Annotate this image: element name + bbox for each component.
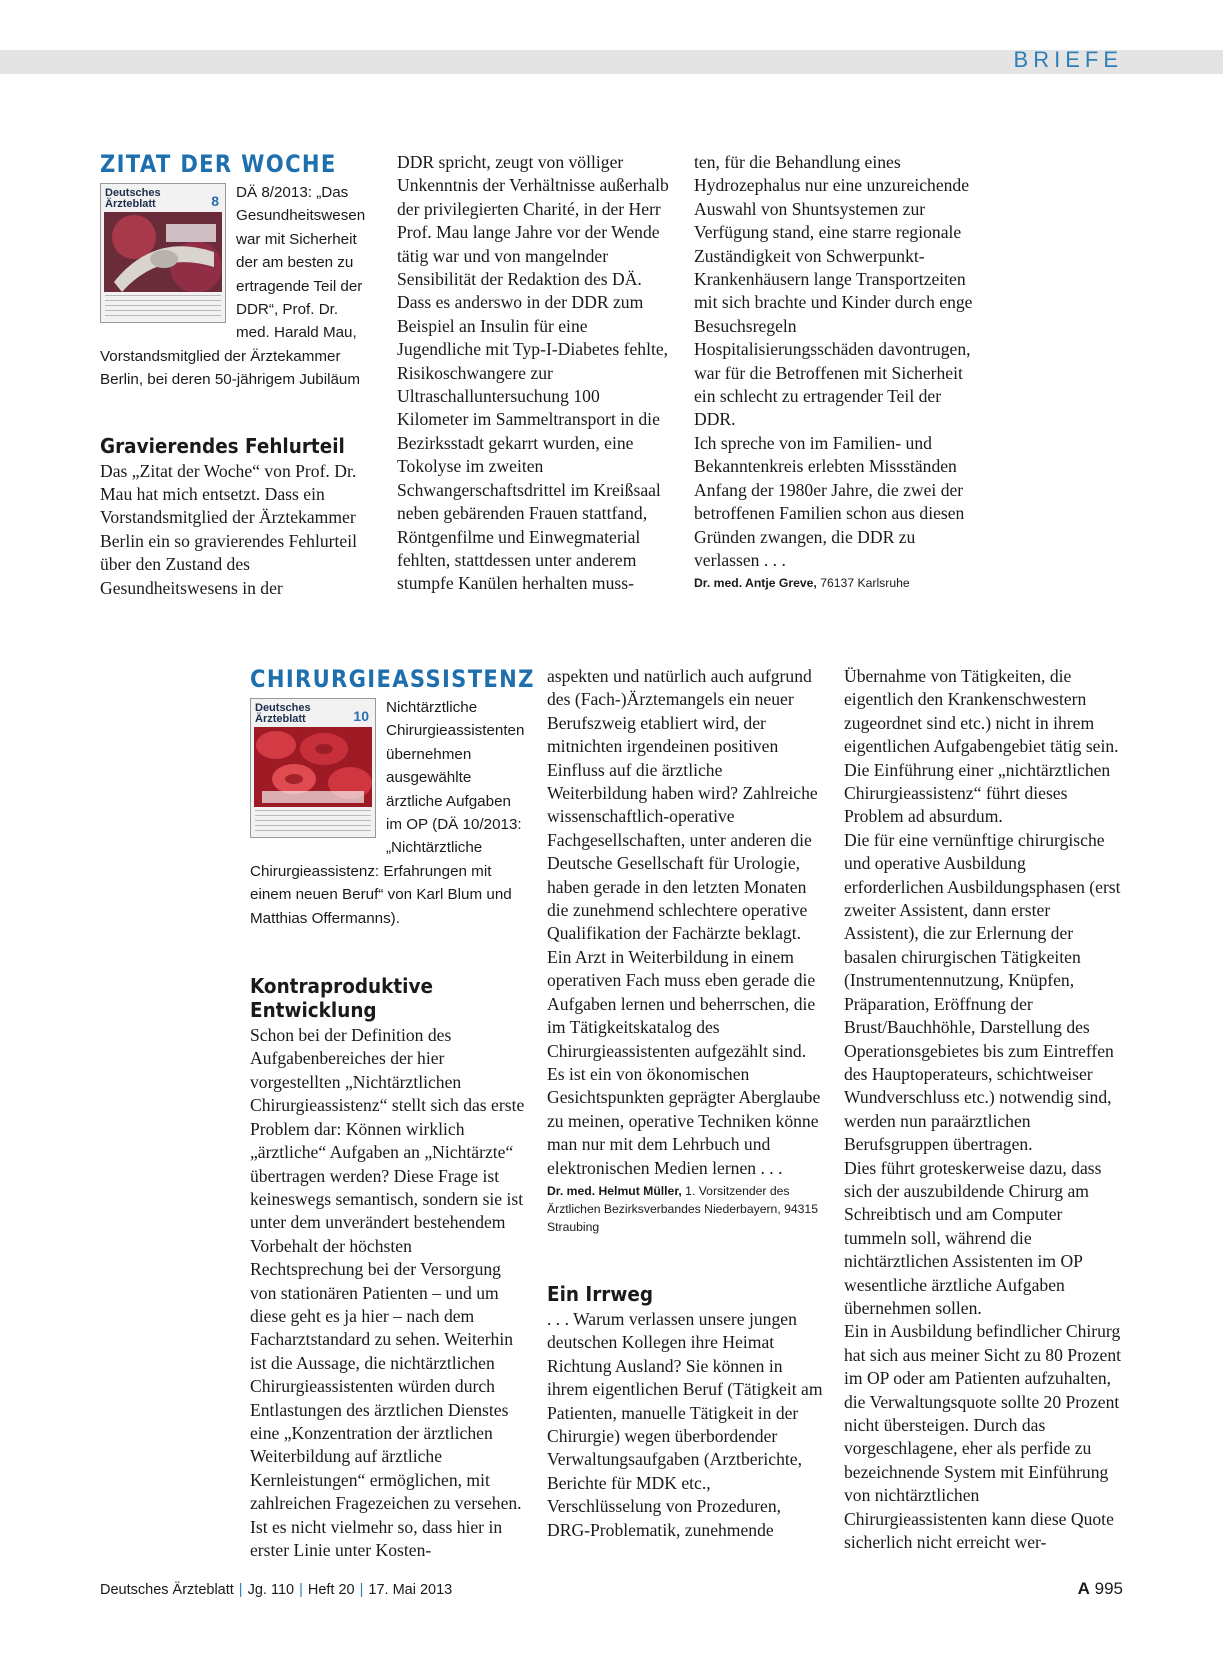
article2-col2 (547, 665, 823, 1542)
article2-body-col2: aspekten und natürlich auch aufgrund des (Fach-)Ärztemangels ein neuer Berufszweig etabliert wird, der mitnichten irgendeinen positiven Einfluss auf die ärztliche Weiterbildung haben wird? Zahlreiche wissenschaftlich-operative Fachgesellschaften, unter anderen die Deutsche Gesellschaft für Urologie, haben gerade in den letzten Monaten die zunehmend schlechtere operative Qualifikation der Fachärzte beklagt. Ein Arzt in Weiterbildung in einem operativen Fach muss eben gerade die Aufgaben lernen und beherrschen, die im Tätigkeitskatalog des Chirurgieassistenten aufgezählt sind. Es ist ein von ökonomischen Gesichtspunkten geprägter Aberglaube zu meinen, operative Techniken könne man nur mit dem Lehrbuch und elektronischen Medien lernen . . . (547, 666, 821, 1178)
cover-text-lines (255, 810, 371, 832)
signature-place: 1. Vorsitzender des Ärztlichen Bezirksverbandes Niederbayern, 94315 Straubing (547, 1183, 818, 1234)
page-prefix: A (1077, 1579, 1090, 1598)
article2-signature (547, 1182, 823, 1236)
signature-name: Dr. med. Helmut Müller, (547, 1183, 682, 1198)
article2-kicker: CHIRURGIEASSISTENZ (250, 665, 535, 693)
article2-cover-image (250, 698, 376, 838)
signature-place: 76137 Karlsruhe (820, 576, 910, 591)
article2-col1 (250, 665, 535, 1562)
article2-body-col3d: Ein in Ausbildung befindlicher Chirurg hat sich aus meiner Sicht zu 80 Prozent im OP oder am Patienten aufzuhalten, die Verwaltungsquote sollte 20 Prozent nicht übersteigen. Durch das vorgeschlagene, eher als perfide zu bezeichnende System mit Einführung von nichtärztlichen Chirurgieassistenten kann diese Quote sicherlich nicht erreicht wer- (844, 1321, 1122, 1553)
article2-quote: Nichtärztliche Chirurgieassistenten übernehmen ausgewählte ärztliche Aufgaben im OP (DÄ 10/2013: „Nichtärztliche Chirurgieassistenz: Erfahrungen mit einem neuen Beruf“ von Karl Blum und Matthias Offermanns). (250, 699, 525, 927)
article2-body-col3c: Dies führt groteskerweise dazu, dass sich der auszubildende Chirurg am Schreibtisch und am Computer tummeln soll, während die nichtärztlichen Assistenten im OP wesentliche ärztliche Aufgaben übernehmen sollen. (844, 1157, 1102, 1318)
cover-title: Deutsches Ärzteblatt (105, 187, 161, 210)
signature-name: Dr. med. Antje Greve, (694, 576, 817, 591)
article1-col2 (397, 151, 673, 596)
article1-kicker: ZITAT DER WOCHE (100, 150, 337, 178)
article2-body-col3b: Die für eine vernünftige chirurgische und operative Ausbildung erforderlichen Ausbildungsphasen (erst zweiter Assistent, dann erster Assistent), die zur Erlernung der basalen chirurgischen Tätigkeiten (Instrumentennutzung, Knüpfen, Präparation, Eröffnung der Brust/Bauchhöhle, Darstellung des Operationsgebietes bis zum Eintreffen des Hauptoperateurs, schichtweiser Wundverschluss etc.) notwendig sind, werden nun paraärztlichen Berufsgruppen übertragen. (844, 829, 1121, 1155)
cover-issue-number: 8 (211, 193, 219, 209)
cover-text-lines (105, 295, 221, 317)
cover-issue-number: 10 (353, 708, 369, 724)
article1-cover-image (100, 183, 226, 323)
article2-body-col1: Schon bei der Definition des Aufgabenbereiches der hier vorgestellten „Nichtärztlichen Chirurgieassistenz“ stellt sich das erste Problem dar: Können wirklich „ärztliche“ Aufgaben an „Nichtärzte“ übertragen werden? Diese Frage ist keineswegs semantisch, sondern sie ist unter dem unverändert bestehendem Vorbehalt der höchsten Rechtsprechung bei der Versorgung von stationären Patienten – und um diese geht es ja hier – nach dem Facharztstandard zu sehen. Weiterhin ist die Aussage, die nichtärztlichen Chirurgieassistenten würden durch Entlastungen des ärztlichen Dienstes eine „Konzentration der ärztlichen Weiterbildung auf ärztliche Kernleistungen“ ermöglichen, mit zahlreichen Fragezeichen zu versehen. Ist es nicht vielmehr so, dass hier in erster Linie unter Kosten- (250, 1025, 525, 1560)
cover-art-vessel (104, 212, 222, 292)
article1-quote: DÄ 8/2013: „Das Gesundheitswesen war mit Sicherheit der am besten zu ertragende Teil der DDR“, Prof. Dr. med. Harald Mau, Vorstandsmitglied der Ärztekammer Berlin, bei deren 50-jährigem Jubiläum (100, 184, 366, 389)
article1-body-col1: Das „Zitat der Woche“ von Prof. Dr. Mau hat mich entsetzt. Dass ein Vorstandsmitglied der Ärztekammer Berlin ein so gravierendes Fehlurteil über den Zustand des Gesundheitswesens in der (100, 460, 357, 598)
footer-issue: Heft 20 (307, 1582, 355, 1598)
article1-col3 (694, 151, 976, 592)
article3-heading: Ein Irrweg (547, 1281, 654, 1306)
article1-body-col2: DDR spricht, zeugt von völliger Unkenntnis der Verhältnisse außerhalb der privilegierten Charité, in der Herr Prof. Mau lange Jahre vor der Wende tätig war und von mangelnder Sensibilität der Redaktion des DÄ. Dass es anderswo in der DDR zum Beispiel an Insulin für eine Jugendliche mit Typ-I-Diabetes fehlte, Risikoschwangere zur Ultraschalluntersuchung 100 Kilometer im Sammeltransport in die Bezirksstadt gekarrt wurden, eine Tokolyse im zweiten Schwangerschaftsdrittel im Kreißsaal neben gebärenden Frauen stattfand, Röntgenfilme und Einwegmaterial fehlten, stattdessen unter anderem stumpfe Kanülen herhalten muss- (397, 152, 669, 594)
article2-heading: Kontraproduktive Entwicklung (250, 974, 433, 1023)
article2-col3 (844, 665, 1124, 1554)
footer-citation: Deutsches Ärzteblatt | Jg. 110 | Heft 20 | 17. Mai 2013 (100, 1582, 453, 1598)
page-number: 995 (1094, 1579, 1123, 1598)
footer-date: 17. Mai 2013 (368, 1582, 453, 1598)
footer-journal: Deutsches Ärzteblatt (100, 1582, 234, 1598)
article1-body-col3a: ten, für die Behandlung eines Hydrozephalus nur eine unzureichende Auswahl von Shuntsystemen zur Verfügung stand, eine starre regionale Zuständigkeit von Schwerpunkt-Krankenhäusern lange Transportzeiten mit sich brachte und Kinder durch enge Besuchsregeln Hospitalisierungsschäden davontrugen, war für die Betroffenen mit Sicherheit ein schlecht zu ertragender Teil der DDR. (694, 152, 973, 430)
article1-body-col3b: Ich spreche von im Familien- und Bekanntenkreis erlebten Missständen Anfang der 1980er Jahre, die zwei der betroffenen Familien schon aus diesen Gründen zwangen, die DDR zu verlassen . . . (694, 432, 965, 570)
article1-signature (694, 574, 976, 592)
article1-heading: Gravierendes Fehlurteil (100, 433, 345, 458)
cover-title: Deutsches Ärzteblatt (255, 702, 311, 725)
article2-body-col3a: Übernahme von Tätigkeiten, die eigentlich den Krankenschwestern zugeordnet sind etc.) nicht in ihrem eigentlichen Aufgabengebiet tätig sein. Die Einführung einer „nichtärztlichen Chirurgieassistenz“ führt dieses Problem ad absurdum. (844, 666, 1119, 827)
section-label: BRIEFE (1013, 47, 1123, 72)
cover-art-blood-cells (254, 727, 372, 807)
article3-body-col2: . . . Warum verlassen unsere jungen deutschen Kollegen ihre Heimat Richtung Ausland? Sie können in ihrem eigentlichen Beruf (Tätigkeit am Patienten, manuelle Tätigkeit in der Chirurgie) wegen überbordender Verwaltungsaufgaben (Arztberichte, Berichte für MDK etc., Verschlüsselung von Prozeduren, DRG-Problematik, zunehmende (547, 1308, 823, 1540)
article1-col1 (100, 150, 376, 600)
footer-volume: Jg. 110 (247, 1582, 295, 1598)
footer-page-number (1078, 1579, 1123, 1599)
